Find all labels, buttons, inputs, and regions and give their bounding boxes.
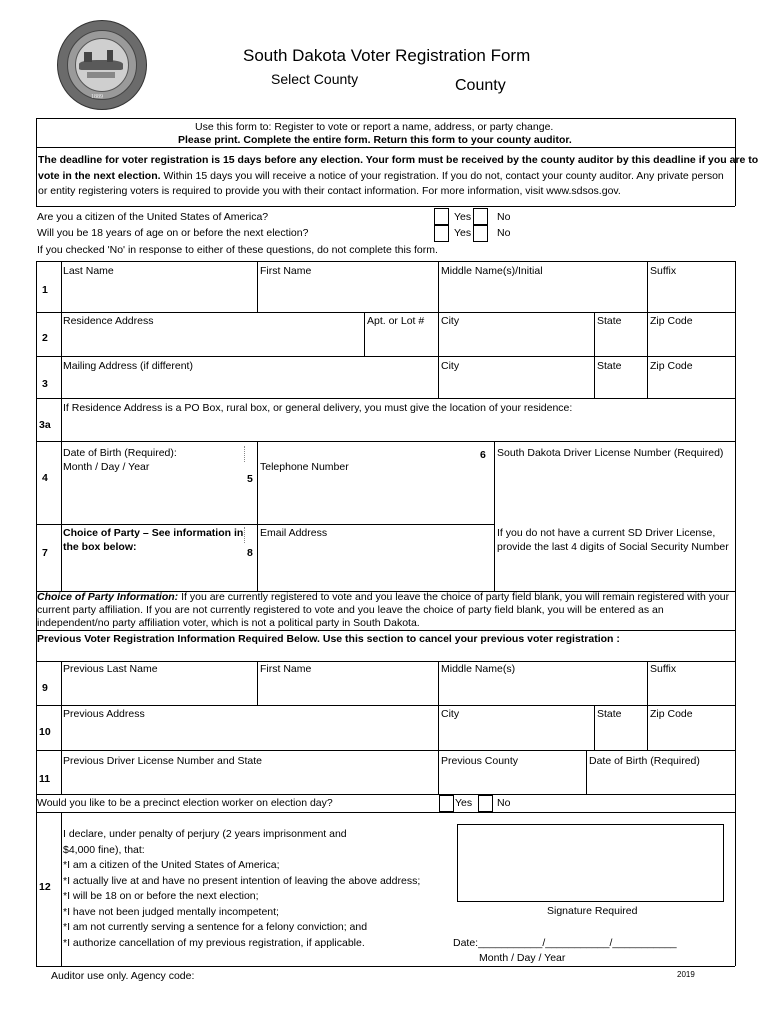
mailing-address-label: Mailing Address (if different) bbox=[63, 360, 193, 372]
party-label-line-2: the box below: bbox=[63, 541, 137, 553]
row-number-2: 2 bbox=[42, 332, 48, 344]
previous-registration-heading: Previous Voter Registration Information Required Below. Use this section to cancel your previous voter registration : bbox=[37, 633, 620, 645]
last-name-label: Last Name bbox=[63, 265, 114, 277]
apt-label: Apt. or Lot # bbox=[367, 315, 425, 327]
residence-zip-label: Zip Code bbox=[650, 315, 693, 327]
residence-location-label: If Residence Address is a PO Box, rural box, or general delivery, you must give the location of your residence: bbox=[63, 402, 573, 414]
deadline-line-1: The deadline for voter registration is 15 days before any election. Your form must be received by the county auditor by this deadline if you are to bbox=[38, 154, 759, 166]
age-no-label: No bbox=[497, 227, 511, 239]
previous-dob-label: Date of Birth (Required) bbox=[589, 755, 700, 767]
citizen-yes-checkbox[interactable] bbox=[434, 208, 449, 225]
row-number-11: 11 bbox=[39, 773, 51, 785]
row-number-5: 5 bbox=[247, 473, 253, 485]
first-name-label: First Name bbox=[260, 265, 312, 277]
suffix-field[interactable] bbox=[648, 279, 734, 311]
middle-name-label: Middle Name(s)/Initial bbox=[441, 265, 543, 277]
party-label-line-1: Choice of Party – See information in bbox=[63, 527, 244, 539]
row-number-7: 7 bbox=[42, 547, 48, 559]
row-number-1: 1 bbox=[42, 284, 48, 296]
residence-state-label: State bbox=[597, 315, 622, 327]
previous-first-name-label: First Name bbox=[260, 663, 312, 675]
age-yes-checkbox[interactable] bbox=[434, 225, 449, 242]
previous-address-label: Previous Address bbox=[63, 708, 145, 720]
precinct-question: Would you like to be a precinct election worker on election day? bbox=[37, 797, 333, 809]
dob-label: Date of Birth (Required): bbox=[63, 447, 177, 459]
row-number-8: 8 bbox=[247, 547, 253, 559]
party-info-line-1 bbox=[37, 591, 729, 604]
state-seal bbox=[57, 20, 147, 110]
form-year: 2019 bbox=[677, 970, 695, 979]
precinct-yes-checkbox[interactable] bbox=[439, 795, 454, 812]
declaration-line: *I am a citizen of the United States of America; bbox=[63, 859, 280, 871]
row-number-4: 4 bbox=[42, 472, 48, 484]
license-label: South Dakota Driver License Number (Required) bbox=[497, 447, 724, 459]
citizen-question: Are you a citizen of the United States of America? bbox=[37, 211, 269, 223]
row-number-3: 3 bbox=[42, 378, 48, 390]
declaration-line: *I authorize cancellation of my previous registration, if applicable. bbox=[63, 937, 365, 949]
citizen-no-label: No bbox=[497, 211, 511, 223]
citizen-yes-label: Yes bbox=[454, 211, 472, 223]
signature-box[interactable] bbox=[457, 824, 724, 902]
age-yes-label: Yes bbox=[454, 227, 472, 239]
ssn-alt-line-2: provide the last 4 digits of Social Security Number bbox=[497, 541, 729, 553]
ssn-field[interactable] bbox=[495, 556, 734, 590]
deadline-line-2-rest: Within 15 days you will receive a notice of your registration. If you do not, contact your county auditor. Any private person bbox=[160, 170, 724, 182]
party-info-line-2: current party affiliation. If you are not currently registered to vote and you leave the choice of party field blank, you will be entered as an bbox=[37, 604, 664, 616]
residence-location-field[interactable] bbox=[62, 416, 734, 440]
auditor-use-label: Auditor use only. Agency code: bbox=[51, 970, 195, 982]
license-field[interactable] bbox=[495, 462, 734, 520]
party-field[interactable] bbox=[62, 556, 242, 590]
previous-zip-label: Zip Code bbox=[650, 708, 693, 720]
eligibility-note: If you checked 'No' in response to either of these questions, do not complete this form. bbox=[37, 244, 438, 256]
residence-city-label: City bbox=[441, 315, 460, 327]
row-number-12: 12 bbox=[39, 881, 51, 893]
mailing-zip-label: Zip Code bbox=[650, 360, 693, 372]
intro-line-1: Use this form to: Register to vote or report a name, address, or party change. bbox=[195, 121, 554, 133]
intro-line-2: Please print. Complete the entire form. Return this form to your county auditor. bbox=[178, 134, 572, 146]
precinct-no-label: No bbox=[497, 797, 511, 809]
previous-state-label: State bbox=[597, 708, 622, 720]
telephone-field[interactable] bbox=[258, 476, 493, 522]
seal-year: 1889 bbox=[91, 94, 103, 100]
residence-address-field[interactable] bbox=[62, 329, 363, 355]
row-number-6: 6 bbox=[480, 449, 486, 461]
declaration-line: $4,000 fine), that: bbox=[63, 844, 145, 856]
row-number-3a: 3a bbox=[39, 419, 51, 431]
email-label: Email Address bbox=[260, 527, 328, 539]
row-number-9: 9 bbox=[42, 682, 48, 694]
age-no-checkbox[interactable] bbox=[473, 225, 488, 242]
declaration-line: I declare, under penalty of perjury (2 years imprisonment and bbox=[63, 828, 347, 840]
precinct-no-checkbox[interactable] bbox=[478, 795, 493, 812]
dob-format-label: Month / Day / Year bbox=[63, 461, 150, 473]
citizen-no-checkbox[interactable] bbox=[473, 208, 488, 225]
mailing-address-field[interactable] bbox=[62, 374, 437, 397]
declaration-line: *I will be 18 on or before the next election; bbox=[63, 890, 259, 902]
middle-name-field[interactable] bbox=[439, 279, 646, 311]
residence-address-label: Residence Address bbox=[63, 315, 154, 327]
telephone-label: Telephone Number bbox=[260, 461, 349, 473]
signature-label: Signature Required bbox=[547, 905, 638, 917]
deadline-line-2 bbox=[38, 170, 724, 183]
last-name-field[interactable] bbox=[62, 279, 256, 311]
row-number-10: 10 bbox=[39, 726, 51, 738]
precinct-yes-label: Yes bbox=[455, 797, 473, 809]
mailing-state-label: State bbox=[597, 360, 622, 372]
deadline-line-3: or entity registering voters is required to provide you with their contact information. For more information, visit www.sdsos.gov. bbox=[38, 185, 621, 197]
deadline-line-2-bold: vote in the next election. bbox=[38, 170, 161, 182]
date-field[interactable]: Date:___________/___________/___________ bbox=[453, 937, 677, 949]
declaration-line: *I have not been judged mentally incompetent; bbox=[63, 906, 279, 918]
declaration-line: *I am not currently serving a sentence for a felony conviction; and bbox=[63, 921, 368, 933]
previous-suffix-label: Suffix bbox=[650, 663, 677, 675]
first-name-field[interactable] bbox=[258, 279, 437, 311]
dob-field[interactable] bbox=[62, 476, 242, 522]
previous-county-label: Previous County bbox=[441, 755, 519, 767]
previous-last-name-label: Previous Last Name bbox=[63, 663, 158, 675]
email-field[interactable] bbox=[258, 542, 493, 590]
party-info-heading: Choice of Party Information: bbox=[37, 591, 179, 603]
date-parts-label: Month / Day / Year bbox=[479, 952, 566, 964]
declaration-line: *I actually live at and have no present intention of leaving the above address; bbox=[63, 875, 421, 887]
page-title: South Dakota Voter Registration Form bbox=[243, 46, 531, 65]
party-info-line-1-rest: If you are currently registered to vote and you leave the choice of party field blank, you will remain registered with your bbox=[178, 591, 730, 603]
ssn-alt-line-1: If you do not have a current SD Driver License, bbox=[497, 527, 716, 539]
party-info-line-3: independent/no party affiliation voter, which is not a political party in South Dakota. bbox=[37, 617, 420, 629]
suffix-label: Suffix bbox=[650, 265, 677, 277]
age-question: Will you be 18 years of age on or before the next election? bbox=[37, 227, 309, 239]
county-label: County bbox=[455, 77, 506, 94]
previous-license-label: Previous Driver License Number and State bbox=[63, 755, 263, 767]
previous-city-label: City bbox=[441, 708, 460, 720]
county-select[interactable]: Select County bbox=[271, 71, 359, 87]
mailing-city-label: City bbox=[441, 360, 460, 372]
previous-middle-name-label: Middle Name(s) bbox=[441, 663, 516, 675]
